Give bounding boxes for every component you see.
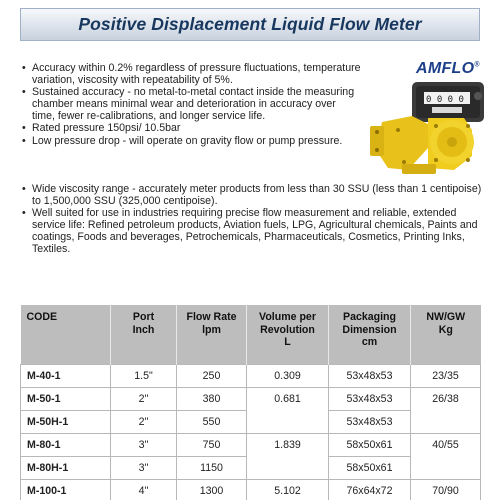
cell-weight: 40/55 (411, 433, 481, 479)
cell-packaging: 53x48x53 (329, 410, 411, 433)
cell-packaging: 53x48x53 (329, 364, 411, 387)
cell-flow-rate: 550 (177, 410, 247, 433)
flow-meter-photo (368, 78, 492, 176)
title-banner (20, 8, 480, 41)
cell-flow-rate: 1150 (177, 456, 247, 479)
cell-packaging: 58x50x61 (329, 456, 411, 479)
header-line: Revolution (260, 323, 315, 336)
page-title: Positive Displacement Liquid Flow Meter (78, 14, 422, 34)
cell-packaging: 76x64x72 (329, 479, 411, 500)
feature-item: • Wide viscosity range - accurately meter products from less than 30 SSU (less than 1 centipoise) to 1,500,000 SSU (325,000 centipoise). (21, 183, 483, 207)
header-line: cm (361, 336, 378, 348)
feature-item: • Accuracy within 0.2% regardless of pressure fluctuations, temperature variation, viscosity with repeatability of 5%. (21, 62, 361, 86)
cell-port: 3" (111, 456, 177, 479)
cell-weight: 70/90 (411, 479, 481, 500)
cell-code: M-100-1 (21, 479, 111, 500)
cell-volume: 0.309 (247, 364, 329, 387)
cell-volume: 1.839 (247, 433, 329, 479)
cell-code: M-50-1 (21, 387, 111, 410)
registered-mark: ® (474, 61, 480, 69)
feature-item: • Sustained accuracy - no metal-to-metal contact inside the measuring chamber means minimal wear and deterioration in accuracy over time, fewer re-calibrations, and longer service life. (21, 86, 361, 122)
cell-flow-rate: 250 (177, 364, 247, 387)
header-line: Kg (438, 323, 453, 336)
cell-weight: 26/38 (411, 387, 481, 433)
header-line: Packaging (343, 311, 396, 323)
brand-logo (416, 60, 480, 78)
header-line: Port (132, 311, 155, 323)
table-row (21, 433, 481, 456)
cell-packaging: 58x50x61 (329, 433, 411, 456)
cell-code: M-50H-1 (21, 410, 111, 433)
cell-port: 2" (111, 387, 177, 410)
col-header-volume (247, 305, 329, 364)
cell-code: M-40-1 (21, 364, 111, 387)
header-line: Dimension (342, 323, 397, 336)
cell-flow-rate: 750 (177, 433, 247, 456)
cell-weight: 23/35 (411, 364, 481, 387)
svg-text:0 0 0 0: 0 0 0 0 (426, 95, 464, 105)
col-header-weight (411, 305, 481, 364)
table-row (21, 387, 481, 410)
cell-flow-rate: 380 (177, 387, 247, 410)
col-header-packaging (329, 305, 411, 364)
spec-table (20, 305, 481, 500)
header-line: NW/GW (426, 311, 466, 323)
header-line: Inch (132, 323, 155, 336)
feature-item: • Well suited for use in industries requiring precise flow measurement and reliable, extended service life: Refined petroleum products, Aviation fuels, LPG, Agricultural chemicals, Paints and coatings, Foods and beverages, Petrochemicals, Pharmaceuticals, Cosmetics, Printing Inks, Textiles. (21, 207, 483, 255)
feature-item: • Rated pressure 150psi/ 10.5bar (21, 122, 361, 134)
col-header-port (111, 305, 177, 364)
table-header-row (21, 305, 481, 364)
cell-port: 3" (111, 433, 177, 456)
col-header-flow-rate (177, 305, 247, 364)
table-row (21, 479, 481, 500)
feature-list (21, 62, 361, 147)
col-header-code (21, 305, 111, 364)
cell-port: 1.5" (111, 364, 177, 387)
feature-item: • Low pressure drop - will operate on gravity flow or pump pressure. (21, 135, 361, 147)
cell-port: 4" (111, 479, 177, 500)
feature-list-wide (21, 183, 483, 256)
cell-packaging: 53x48x53 (329, 387, 411, 410)
header-line: lpm (202, 323, 221, 336)
header-line: Flow Rate (186, 311, 237, 323)
header-line: Volume per (259, 311, 316, 323)
cell-code: M-80H-1 (21, 456, 111, 479)
header-line: CODE (26, 311, 58, 323)
cell-code: M-80-1 (21, 433, 111, 456)
cell-port: 2" (111, 410, 177, 433)
cell-volume: 0.681 (247, 387, 329, 433)
cell-flow-rate: 1300 (177, 479, 247, 500)
table-row (21, 364, 481, 387)
header-line: L (284, 336, 291, 348)
cell-volume: 5.102 (247, 479, 329, 500)
brand-name: AMFLO (416, 60, 475, 77)
